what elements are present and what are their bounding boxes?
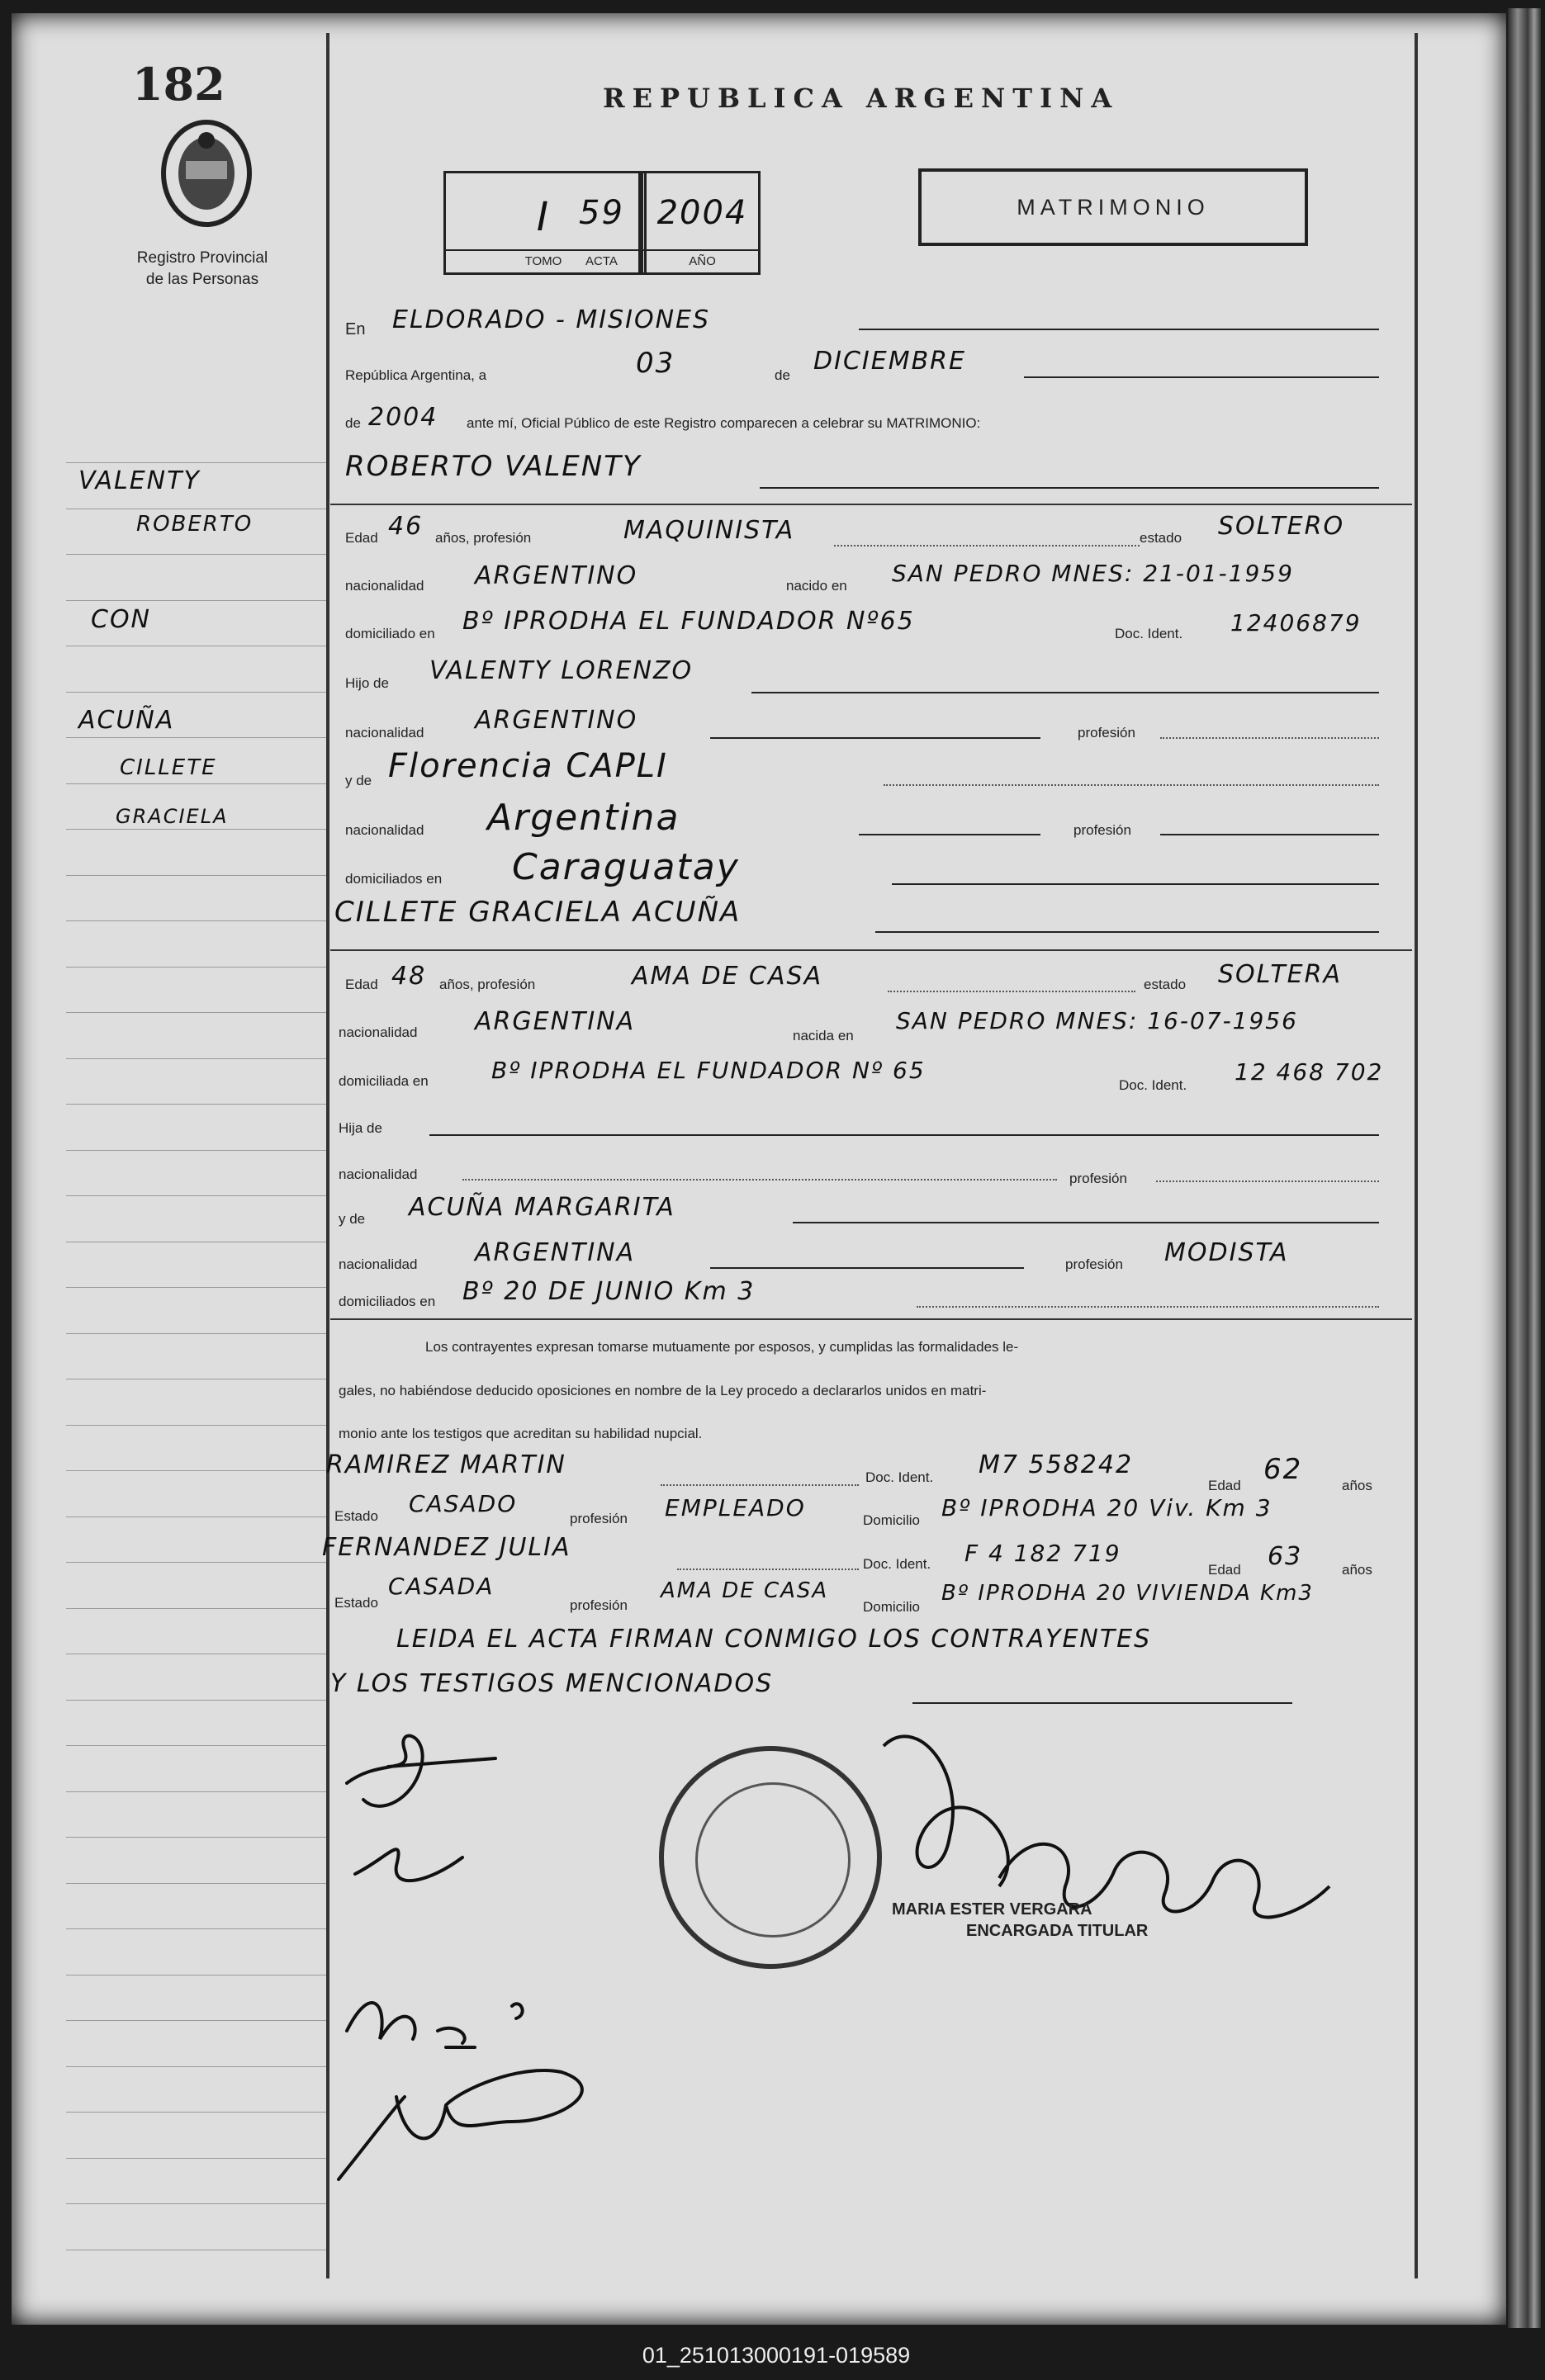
groom-born: SAN PEDRO MNES: 21-01-1959 <box>892 560 1294 587</box>
bride-mother-nat: ARGENTINA <box>475 1238 636 1267</box>
groom-mother-label: y de <box>345 773 372 788</box>
bride-profession-label: años, profesión <box>439 977 536 992</box>
witness2-age-suffix: años <box>1342 1562 1372 1578</box>
bride-doc: 12 468 702 <box>1235 1058 1384 1086</box>
bride-separator <box>330 949 1412 951</box>
bride-mother-prof-label: profesión <box>1065 1256 1123 1272</box>
margin-entry-con: CON <box>91 605 152 634</box>
margin-ruled-line <box>66 1104 326 1105</box>
margin-ruled-line <box>66 1562 326 1563</box>
officer-stamp-line2: ENCARGADA TITULAR <box>966 1922 1149 1940</box>
bride-domicile-label: domiciliada en <box>339 1073 429 1089</box>
tomo-value: I <box>536 194 551 240</box>
bride-father-prof-label: profesión <box>1069 1171 1127 1186</box>
bride-parents-dom-dots <box>917 1306 1379 1308</box>
witness2-signature <box>339 2070 582 2179</box>
margin-entry-bride-surname: ACUÑA <box>78 706 175 735</box>
groom-father-label: Hijo de <box>345 675 389 691</box>
groom-mother-prof-label: profesión <box>1073 822 1131 838</box>
margin-ruled-line <box>66 783 326 784</box>
witness2-domicile-label: Domicilio <box>863 1599 920 1615</box>
groom-nationality-label: nacionalidad <box>345 578 424 594</box>
declaration-line-2: gales, no habiéndose deducido oposiciones en nombre de la Ley procedo a declararlos unidos en matri- <box>339 1383 987 1398</box>
year-prefix: de <box>345 415 361 431</box>
witness1-age-suffix: años <box>1342 1478 1372 1493</box>
groom-parents-dom: Caraguatay <box>512 846 740 888</box>
month-label: de <box>775 367 790 383</box>
bride-doc-label: Doc. Ident. <box>1119 1077 1187 1093</box>
declaration-line-3: monio ante los testigos que acreditan su habilidad nupcial. <box>339 1426 703 1441</box>
en-label: En <box>345 320 366 338</box>
margin-ruled-line <box>66 600 326 601</box>
acta-value: 59 <box>579 194 624 232</box>
groom-doc: 12406879 <box>1230 609 1362 636</box>
image-id-caption: 01_251013000191-019589 <box>642 2343 911 2368</box>
right-rule <box>1415 33 1418 2278</box>
margin-entry-bride-name2: GRACIELA <box>116 805 229 828</box>
bride-status-label: estado <box>1144 977 1187 992</box>
groom-status: SOLTERO <box>1218 512 1345 541</box>
witness1-signature <box>347 2003 523 2047</box>
margin-ruled-line <box>66 2158 326 2159</box>
margin-ruled-line <box>66 2112 326 2113</box>
witness2-profession: AMA DE CASA <box>661 1578 829 1603</box>
groom-mother-prof-line <box>1160 834 1379 835</box>
margin-ruled-line <box>66 1516 326 1517</box>
seal-inner-ring <box>695 1782 851 1938</box>
witness1-age: 62 <box>1263 1453 1303 1486</box>
groom-parents-dom-line <box>892 883 1379 885</box>
witness1-domicile-label: Domicilio <box>863 1512 920 1528</box>
margin-ruled-line <box>66 875 326 876</box>
groom-father: VALENTY LORENZO <box>429 656 694 685</box>
margin-entry-firstname: ROBERTO <box>136 512 254 537</box>
place-value: ELDORADO - MISIONES <box>392 305 711 334</box>
bride-profession: AMA DE CASA <box>632 962 823 991</box>
groom-mother-nat-label: nacionalidad <box>345 822 424 838</box>
witness2-name: FERNANDEZ JULIA <box>322 1533 571 1562</box>
bride-parents-dom: Bº 20 DE JUNIO Km 3 <box>462 1277 756 1306</box>
bride-domicile: Bº IPRODHA EL FUNDADOR Nº 65 <box>491 1057 926 1084</box>
margin-entry-surname: VALENTY <box>78 466 201 495</box>
day-value: 03 <box>636 347 675 380</box>
bride-nationality: ARGENTINA <box>475 1007 636 1036</box>
bride-born-label: nacida en <box>793 1028 854 1043</box>
registry-name-line1: Registro Provincial <box>136 249 268 267</box>
margin-ruled-line <box>66 1700 326 1701</box>
groom-profession-label: años, profesión <box>435 530 532 546</box>
groom-signature <box>347 1736 495 1806</box>
bride-age: 48 <box>391 962 427 991</box>
registry-name-line2: de las Personas <box>145 271 259 288</box>
closing-line <box>912 1702 1292 1704</box>
witness2-status-label: Estado <box>334 1595 378 1611</box>
witness1-profession: EMPLEADO <box>665 1494 806 1521</box>
margin-ruled-line <box>66 1837 326 1838</box>
witness1-status-label: Estado <box>334 1508 378 1524</box>
groom-domicile: Bº IPRODHA EL FUNDADOR Nº65 <box>462 607 915 636</box>
intro-statement: ante mí, Oficial Público de este Registro comparecen a celebrar su MATRIMONIO: <box>467 415 981 431</box>
groom-father-prof-label: profesión <box>1078 725 1135 740</box>
groom-profession-dots <box>834 545 1140 547</box>
groom-mother-dots <box>884 784 1379 786</box>
margin-ruled-line <box>66 967 326 968</box>
bride-father-line <box>429 1134 1379 1136</box>
groom-domicile-label: domiciliado en <box>345 626 435 641</box>
bride-born: SAN PEDRO MNES: 16-07-1956 <box>896 1007 1298 1034</box>
witness2-name-dots <box>677 1569 859 1570</box>
groom-born-label: nacido en <box>786 578 847 594</box>
groom-father-line <box>751 692 1379 693</box>
witness1-name-dots <box>661 1484 859 1486</box>
declaration-separator <box>330 1318 1412 1320</box>
bride-nationality-label: nacionalidad <box>339 1024 418 1040</box>
margin-ruled-line <box>66 1425 326 1426</box>
acta-label: ACTA <box>558 249 645 272</box>
margin-ruled-line <box>66 1195 326 1196</box>
witness1-domicile: Bº IPRODHA 20 Viv. Km 3 <box>941 1494 1272 1521</box>
witness1-name: RAMIREZ MARTIN <box>326 1450 566 1479</box>
groom-status-label: estado <box>1140 530 1182 546</box>
record-type-box: MATRIMONIO <box>918 168 1308 246</box>
margin-ruled-line <box>66 737 326 738</box>
tomo-label: TOMO <box>446 249 641 272</box>
bride-mother-label: y de <box>339 1211 366 1227</box>
witness1-profession-label: profesión <box>570 1511 628 1526</box>
country-heading: REPUBLICA ARGENTINA <box>603 83 1120 114</box>
bride-profession-dots <box>888 991 1135 992</box>
margin-ruled-line <box>66 554 326 555</box>
groom-doc-label: Doc. Ident. <box>1115 626 1183 641</box>
bride-mother: ACUÑA MARGARITA <box>409 1193 675 1222</box>
witness2-profession-label: profesión <box>570 1597 628 1613</box>
bride-status: SOLTERA <box>1218 960 1342 989</box>
book-page-edges <box>1508 8 1541 2328</box>
bride-father-label: Hija de <box>339 1120 382 1136</box>
margin-ruled-line <box>66 2020 326 2021</box>
groom-father-nat: ARGENTINO <box>475 706 638 735</box>
margin-ruled-line <box>66 1745 326 1746</box>
margin-ruled-line <box>66 2203 326 2204</box>
folio-number: 182 <box>132 58 225 111</box>
month-value: DICIEMBRE <box>813 347 966 376</box>
groom-mother-nat-line <box>859 834 1040 835</box>
bride-age-label: Edad <box>345 977 378 992</box>
groom-parents-dom-label: domiciliados en <box>345 871 443 887</box>
witness2-domicile: Bº IPRODHA 20 VIVIENDA Km3 <box>941 1581 1314 1606</box>
bride-mother-nat-label: nacionalidad <box>339 1256 418 1272</box>
margin-ruled-line <box>66 920 326 921</box>
witness1-age-label: Edad <box>1208 1478 1241 1493</box>
bride-name: CILLETE GRACIELA ACUÑA <box>334 896 742 929</box>
declaration-line-1: Los contrayentes expresan tomarse mutuamente por esposos, y cumplidas las formalidades le- <box>425 1339 1019 1355</box>
registry-name <box>116 248 289 291</box>
bride-signature <box>355 1849 462 1881</box>
officer-signature <box>867 1721 1363 1985</box>
margin-ruled-line <box>66 1791 326 1792</box>
acta-box <box>558 171 645 275</box>
bride-parents-dom-label: domiciliados en <box>339 1294 436 1309</box>
margin-ruled-line <box>66 1883 326 1884</box>
month-line <box>1024 376 1379 378</box>
margin-ruled-line <box>66 1928 326 1929</box>
witness2-doc: F 4 182 719 <box>964 1540 1121 1567</box>
margin-ruled-line <box>66 1058 326 1059</box>
ano-label: AÑO <box>647 249 758 272</box>
margin-ruled-line <box>66 1470 326 1471</box>
groom-name-line <box>760 487 1379 489</box>
witness2-status: CASADA <box>388 1573 495 1600</box>
groom-nationality: ARGENTINO <box>475 561 638 590</box>
margin-ruled-line <box>66 2066 326 2067</box>
place-line <box>859 329 1379 330</box>
witness2-age: 63 <box>1268 1542 1303 1571</box>
official-seal <box>659 1746 882 1969</box>
groom-father-prof-dots <box>1160 737 1379 739</box>
bride-father-nat-label: nacionalidad <box>339 1166 418 1182</box>
officer-stamp <box>892 1899 1148 1942</box>
groom-age-label: Edad <box>345 530 378 546</box>
bride-father-prof-dots <box>1156 1181 1379 1182</box>
bride-name-line <box>875 931 1379 933</box>
republic-label: República Argentina, a <box>345 367 487 383</box>
witness2-doc-label: Doc. Ident. <box>863 1556 931 1572</box>
margin-ruled-line <box>66 1287 326 1288</box>
bride-mother-prof: MODISTA <box>1164 1238 1289 1267</box>
coat-of-arms-icon <box>153 116 260 231</box>
margin-entry-bride-name1: CILLETE <box>120 755 217 780</box>
groom-mother-nat: Argentina <box>487 797 680 839</box>
ano-value: 2004 <box>656 194 748 232</box>
margin-ruled-line <box>66 1333 326 1334</box>
margin-ruled-line <box>66 1608 326 1609</box>
margin-ruled-line <box>66 1012 326 1013</box>
officer-stamp-line1: MARIA ESTER VERGARA <box>892 1900 1092 1919</box>
groom-profession: MAQUINISTA <box>623 516 795 545</box>
witness1-doc: M7 558242 <box>979 1450 1134 1479</box>
margin-ruled-line <box>66 1150 326 1151</box>
groom-father-nat-line <box>710 737 1040 739</box>
groom-age: 46 <box>388 512 424 541</box>
closing-line-2: Y LOS TESTIGOS MENCIONADOS <box>330 1669 774 1698</box>
bride-father-nat-dots <box>462 1179 1057 1181</box>
groom-name: ROBERTO VALENTY <box>345 450 642 483</box>
ano-box <box>644 171 761 275</box>
margin-ruled-line <box>66 829 326 830</box>
margin-ruled-line <box>66 462 326 463</box>
bride-mother-line <box>793 1222 1379 1223</box>
closing-line-1: LEIDA EL ACTA FIRMAN CONMIGO LOS CONTRAYENTES <box>396 1625 1152 1654</box>
margin-ruled-line <box>66 692 326 693</box>
year-value: 2004 <box>368 403 438 432</box>
groom-mother: Florencia CAPLI <box>388 747 668 785</box>
witness1-status: CASADO <box>409 1490 518 1517</box>
bride-mother-nat-line <box>710 1267 1024 1269</box>
witness1-doc-label: Doc. Ident. <box>865 1469 934 1485</box>
groom-father-nat-label: nacionalidad <box>345 725 424 740</box>
groom-separator <box>330 504 1412 505</box>
witness2-age-label: Edad <box>1208 1562 1241 1578</box>
